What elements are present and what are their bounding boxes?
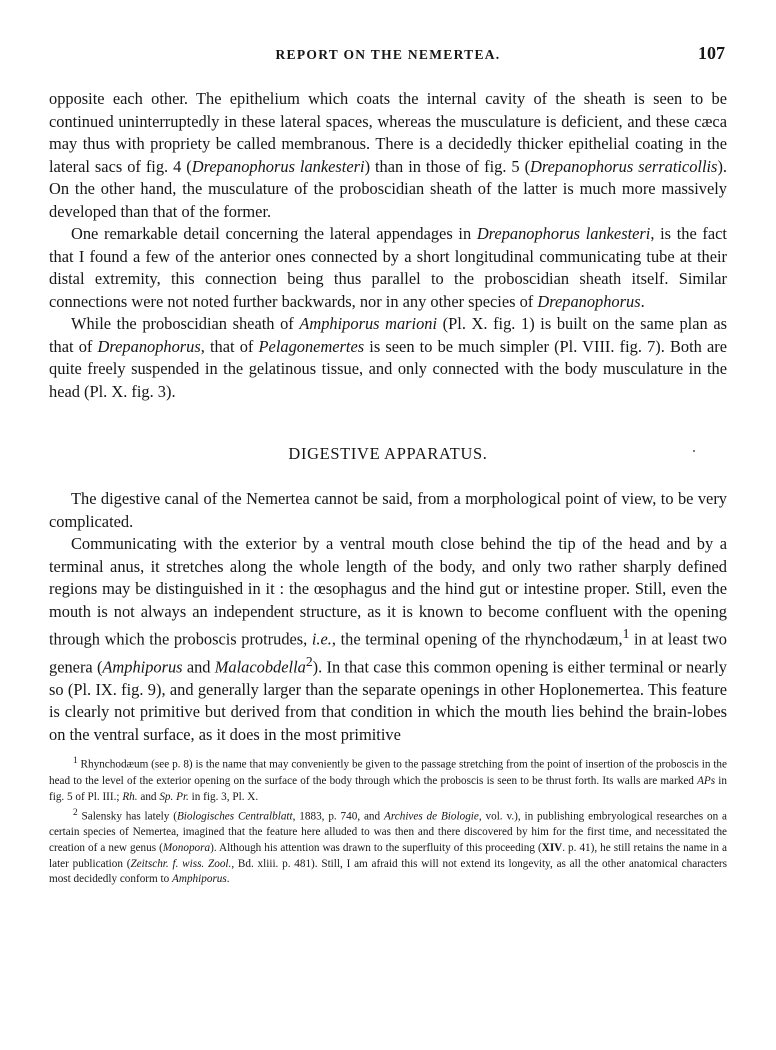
body-text — [49, 88, 727, 746]
section-heading: DIGESTIVE APPARATUS. — [288, 444, 488, 463]
print-speck — [693, 450, 695, 452]
paragraph-sheath-epithelium: opposite each other. The epithelium which coats the internal cavity of the sheath is seen to be continued uninterruptedly in these lateral spaces, whereas the musculature is deficient, and these cæca may thus with propriety be called membranous. There is a decidedly thicker epithelial coating in the lateral sacs of fig. 4 (Drepanophorus lankesteri) than in those of fig. 5 (Drepanophorus serraticollis). On the other hand, the musculature of the proboscidian sheath of the latter is much more massively developed than that of the former. — [49, 89, 727, 221]
paragraph-digestive-intro: The digestive canal of the Nemertea cannot be said, from a morphological point of view, to be very complicated. — [49, 489, 727, 531]
paragraph-digestive-canal: Communicating with the exterior by a ventral mouth close behind the tip of the head and by a terminal anus, it stretches along the whole length of the body, and only two rather sharply defined regions may be distinguished in it : the œsophagus and the hind gut or intestine proper. Still, even the mouth is not always an independent structure, as it is known to become confluent with the opening through which the proboscis protrudes, i.e., the terminal opening of the rhynchodæum,$^1$ in at least two genera (Amphiporus and Malacobdella$^2$). In that case this common opening is either terminal or nearly so (Pl. IX. fig. 9), and generally larger than the separate openings in other Hoplonemertea. This feature is clearly not primitive but derived from that condition in which the mouth lies behind the brain-lobes on the ventral surface, as it does in the most primitive — [49, 534, 727, 744]
footnote-1: $^1$ Rhynchodæum (see p. 8) is the name that may conveniently be given to the passage stretching from the point of insertion of the proboscis in the head to the level of the exterior opening on the surface of the body through which the proboscis is seen to be thrust forth. Its walls are marked APs in fig. 5 of Pl. III.; Rh. and Sp. Pr. in fig. 3, Pl. X. — [49, 756, 727, 803]
footnotes — [49, 754, 727, 888]
paragraph-amphiporus-sheath: While the proboscidian sheath of Amphiporus marioni (Pl. X. fig. 1) is built on the same plan as that of Drepanophorus, that of Pelagonemertes is seen to be much simpler (Pl. VIII. fig. 7). Both are quite freely suspended in the gelatinous tissue, and only connected with the body musculature in the head (Pl. X. fig. 3). — [49, 314, 728, 401]
footnote-ref-2: 2 — [305, 653, 313, 669]
footnote-ref-1: 1 — [622, 626, 630, 641]
page-number: 107 — [698, 43, 725, 63]
running-header — [49, 40, 727, 70]
page — [49, 40, 727, 888]
paragraph-lateral-appendages: One remarkable detail concerning the lateral appendages in Drepanophorus lankesteri, is the fact that I found a few of the anterior ones connected by a short longitudinal communicating tube at their distal extremity, this connection being thus parallel to the proboscidian sheath itself. Similar connections were not noted further backwards, nor in any other species of Drepanophorus. — [49, 224, 727, 311]
footnote-2: $^2$ Salensky has lately (Biologisches Centralblatt, 1883, p. 740, and Archives de Biologie, vol. v.), in publishing embryological researches on a certain species of Nemertea, imagined that the feature here alluded to was then and there discovered by him for the first time, and necessitated the creation of a new genus (Monopora). Although his attention was drawn to the superfluity of this proceeding (XIV. p. 41), he still retains the name in a later publication (Zeitschr. f. wiss. Zool., Bd. xliii. p. 481). Still, I am afraid this will not extend its longevity, as all the other anatomical characters most decidedly conform to Amphiporus. — [49, 807, 728, 886]
running-title: REPORT ON THE NEMERTEA. — [275, 47, 501, 62]
